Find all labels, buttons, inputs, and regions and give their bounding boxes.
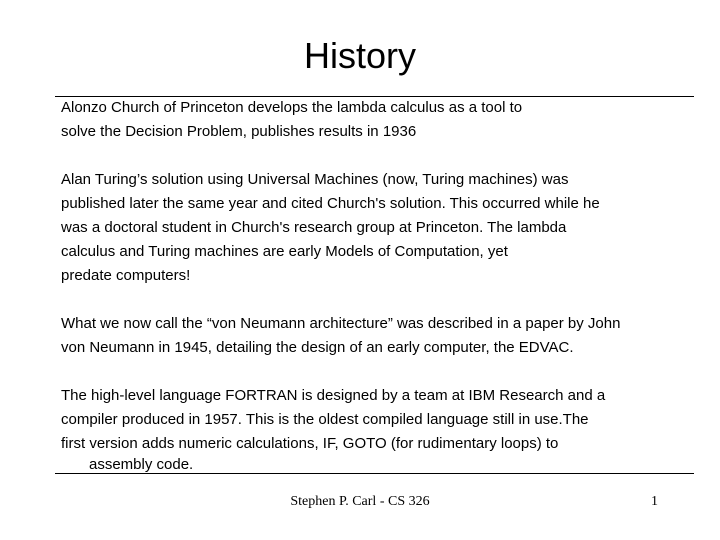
paragraph-line: first version adds numeric calculations, IF, GOTO (for rudimentary loops) to [61, 435, 559, 452]
page-number: 1 [651, 494, 658, 509]
paragraph-line: The high-level language FORTRAN is designed by a team at IBM Research and a [61, 387, 606, 404]
paragraph-line: calculus and Turing machines are early Models of Computation, yet [61, 243, 508, 260]
paragraph-line: published later the same year and cited Church's solution. This occurred while he [61, 195, 600, 212]
slide-title: History [303, 35, 416, 76]
paragraph-turing [61, 168, 691, 288]
paragraph-line: Alan Turing’s solution using Universal Machines (now, Turing machines) was [61, 171, 569, 188]
paragraph-line: compiler produced in 1957. This is the oldest compiled language still in use.The [61, 411, 589, 428]
paragraph-line: What we now call the “von Neumann architecture” was described in a paper by John [61, 315, 621, 332]
paragraph-church [61, 96, 691, 144]
paragraph-line: von Neumann in 1945, detailing the design of an early computer, the EDVAC. [61, 339, 574, 356]
paragraph-line: solve the Decision Problem, publishes results in 1936 [61, 123, 417, 140]
footer-author: Stephen P. Carl - CS 326 [290, 494, 430, 509]
bottom-divider [55, 473, 694, 474]
paragraph-fortran [61, 384, 691, 474]
paragraph-line: assembly code. [89, 456, 194, 473]
paragraph-line: predate computers! [61, 267, 191, 284]
paragraph-line: Alonzo Church of Princeton develops the lambda calculus as a tool to [61, 99, 523, 116]
paragraph-line: was a doctoral student in Church's research group at Princeton. The lambda [61, 219, 567, 236]
paragraph-von-neumann [61, 312, 691, 360]
